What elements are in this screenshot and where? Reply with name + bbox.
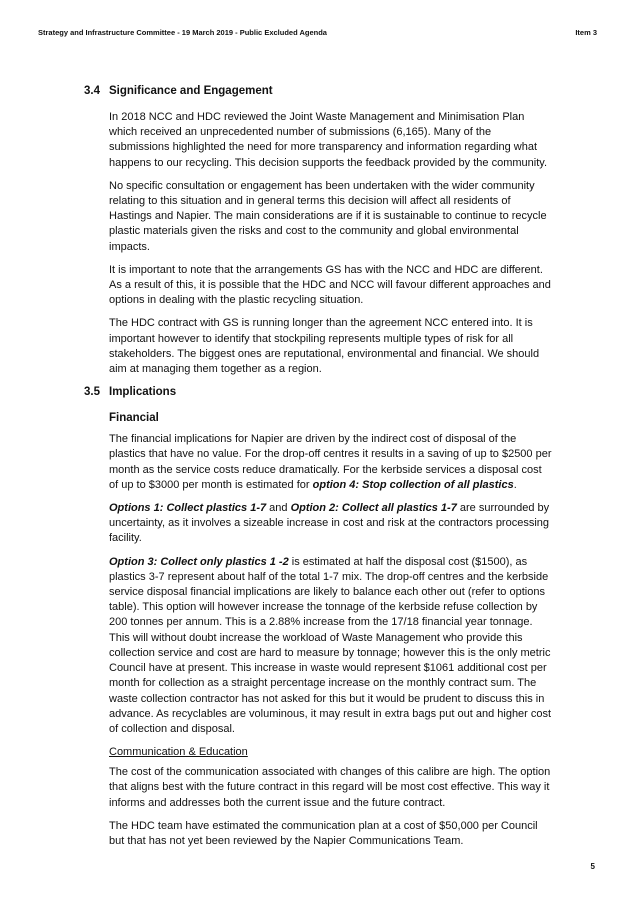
paragraph: The HDC team have estimated the communication plan at a cost of $50,000 per Council but that has not yet been reviewed by the Napier Communications Team. — [109, 819, 538, 847]
text: The financial implications for Napier are driven by the indirect cost of disposal of the plastics that have no value. For the drop-off centres it results in a saving of up to $2500 per month as the service costs reduce dramatically. For the kerbside services a disposal cost of up to $3000 per month is estimated for — [109, 433, 552, 491]
emphasis: option 4: Stop collection of all plastics — [312, 478, 514, 491]
header-item-label: Item 3 — [575, 28, 597, 37]
section-title: Significance and Engagement — [109, 85, 273, 97]
paragraph: It is important to note that the arrangements GS has with the NCC and HDC are different. As a result of this, it is possible that the HDC and NCC will favour different approaches and options in dealing with the plastic recycling situation. — [109, 263, 551, 307]
text: and — [266, 502, 291, 515]
subheading-communication: Communication & Education — [109, 746, 248, 759]
text: . — [513, 478, 517, 491]
section-heading-3-4 — [84, 84, 552, 99]
emphasis: Options 1: Collect plastics 1-7 — [109, 502, 267, 515]
paragraph: No specific consultation or engagement has been undertaken with the wider community relating to this situation and in general terms this decision will affect all residents of Hastings and Napier. The main considerations are if it is sustainable to continue to recycle plastic materials given the risks and cost to the community and global environmental impacts. — [109, 179, 547, 253]
section-3-4-body — [109, 110, 552, 377]
section-number: 3.5 — [84, 386, 100, 399]
section-heading-3-5 — [84, 385, 552, 400]
emphasis: Option 3: Collect only plastics 1 -2 — [109, 555, 289, 568]
text: is estimated at half the disposal cost ($1500), as plastics 3-7 represent about half of the total 1-7 mix. The drop-off centres and the kerbside service disposal financial implications are likely to balance each other out (refer to options table). This option will however increase the tonnage of the kerbside refuse collection by 200 tonnes per annum. This is a 2.88% increase from the 17/18 financial year tonnage. This will without doubt increase the workload of Waste Management who provide this collection service and cost are hard to measure by tonnage; however this is the only metric Council have at present. This increase in waste would represent $1061 additional cost per month for collection as a straight percentage increase on the monthly contract sum. The waste collection contractor has not asked for this but it would be prudent to discuss this in advance. As recyclables are voluminous, it may result in extra bags put out and higher cost of collection and disposal. — [109, 555, 552, 735]
page-number: 5 — [590, 862, 595, 871]
section-title: Implications — [109, 386, 177, 399]
paragraph: The cost of the communication associated with changes of this calibre are high. The option that aligns best with the future contract in this regard will be most cost effective. This way it informs and addresses both the current issue and the future contract. — [109, 766, 551, 809]
paragraph: In 2018 NCC and HDC reviewed the Joint Waste Management and Minimisation Plan which received an unprecedented number of submissions (6,165). Many of the submissions highlighted the need for more transparency and information regarding what happens to our recycling. This decision supports the feedback provided by the community. — [109, 111, 548, 169]
paragraph — [109, 555, 552, 737]
page-header — [38, 28, 599, 42]
paragraph — [109, 501, 552, 547]
paragraph — [109, 432, 552, 493]
header-meeting-title: Strategy and Infrastructure Committee - 19 March 2019 - Public Excluded Agenda — [38, 28, 327, 37]
subheading-financial: Financial — [109, 412, 159, 425]
text: are surrounded by uncertainty, as it involves a sizeable increase in cost and risk at the contractors processing facility. — [109, 502, 550, 545]
paragraph: The HDC contract with GS is running longer than the agreement NCC entered into. It is important however to identify that stockpiling represents multiple types of risk for all stakeholders. The biggest ones are reputational, environmental and financial. We should aim at managing them together as a region. — [109, 317, 540, 376]
emphasis: Option 2: Collect all plastics 1-7 — [290, 502, 457, 515]
section-3-5-body — [109, 411, 552, 849]
section-number: 3.4 — [84, 85, 100, 97]
document-body — [84, 84, 552, 857]
